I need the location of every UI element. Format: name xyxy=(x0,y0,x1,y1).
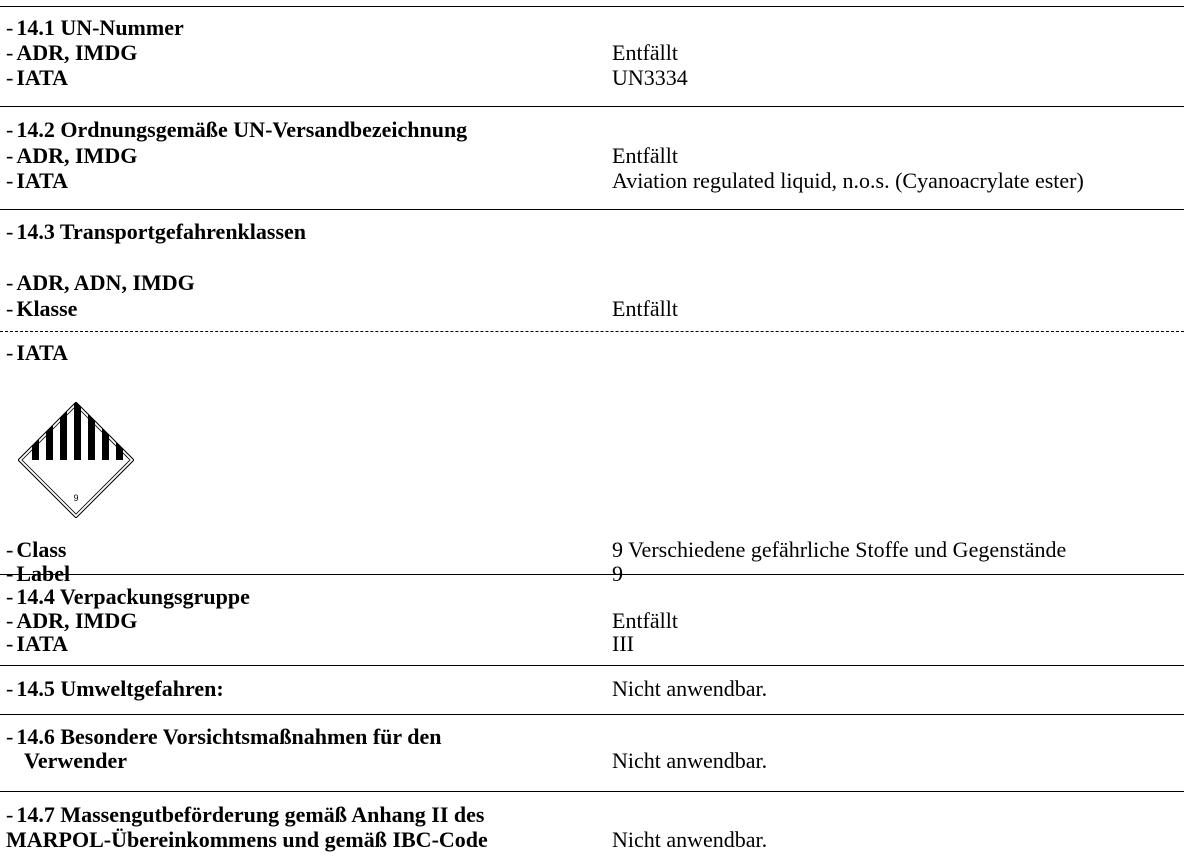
section-title: - 14.4 Verpackungsgruppe xyxy=(6,584,250,609)
row-value: Entfällt xyxy=(612,40,678,65)
section-14-2-heading xyxy=(0,118,1184,142)
section-14-4-row-adr-imdg xyxy=(0,609,1184,633)
section-14-6-heading xyxy=(0,725,1184,749)
row-label: - ADR, IMDG xyxy=(6,143,138,168)
section-title: - 14.1 UN-Nummer xyxy=(6,15,184,40)
row-label: - IATA xyxy=(6,65,69,90)
row-value: 9 xyxy=(612,561,623,586)
section-title-continuation: MARPOL-Übereinkommens und gemäß IBC-Code xyxy=(6,827,488,852)
row-value: III xyxy=(612,631,634,656)
dashed-divider xyxy=(0,331,1184,332)
pictogram-number: 9 xyxy=(73,493,79,503)
class-row xyxy=(0,538,1184,562)
section-14-5-row xyxy=(0,677,1184,701)
section-14-7-heading xyxy=(0,803,1184,827)
row-value: UN3334 xyxy=(612,65,688,90)
row-label: - ADR, IMDG xyxy=(6,40,138,65)
section-title-continuation: Verwender xyxy=(24,748,128,773)
klasse-row xyxy=(0,297,1184,321)
section-14-3-heading xyxy=(0,220,1184,244)
section-title: - 14.6 Besondere Vorsichtsmaßnahmen für den xyxy=(6,724,442,749)
section-title: - 14.2 Ordnungsgemäße UN-Versandbezeichnung xyxy=(6,117,468,142)
section-14-4-heading xyxy=(0,585,1184,609)
adr-adn-imdg-heading xyxy=(0,271,1184,295)
class-9-hazard-pictogram-icon xyxy=(18,402,134,518)
row-value: Nicht anwendbar. xyxy=(612,748,768,773)
row-value: Aviation regulated liquid, n.o.s. (Cyanoacrylate ester) xyxy=(612,168,1084,193)
row-value: 9 Verschiedene gefährliche Stoffe und Gegenstände xyxy=(612,537,1067,562)
section-title: - 14.7 Massengutbeförderung gemäß Anhang II des xyxy=(6,802,485,827)
section-14-6-row xyxy=(0,749,1184,773)
row-label: - IATA xyxy=(6,340,69,365)
row-label: - ADR, ADN, IMDG xyxy=(6,270,195,295)
section-divider xyxy=(0,791,1184,792)
row-value: Entfällt xyxy=(612,608,678,633)
row-label: - IATA xyxy=(6,631,69,656)
section-divider xyxy=(0,665,1184,666)
row-label: - ADR, IMDG xyxy=(6,608,138,633)
section-14-4-row-iata xyxy=(0,632,1184,656)
row-label: - Klasse xyxy=(6,296,78,321)
row-label: - Class xyxy=(6,537,67,562)
section-14-7-row xyxy=(0,828,1184,852)
section-14-1-row-adr-imdg xyxy=(0,41,1184,65)
row-value: Nicht anwendbar. xyxy=(612,676,768,701)
section-divider xyxy=(0,106,1184,107)
section-divider xyxy=(0,6,1184,7)
section-divider xyxy=(0,714,1184,715)
section-divider xyxy=(0,574,1184,575)
section-title: - 14.5 Umweltgefahren: xyxy=(6,676,224,701)
row-value: Nicht anwendbar. xyxy=(612,827,768,852)
section-14-1-heading xyxy=(0,16,1184,40)
row-label: - IATA xyxy=(6,168,69,193)
section-14-1-row-iata xyxy=(0,66,1184,90)
iata-heading xyxy=(0,341,1184,365)
row-value: Entfällt xyxy=(612,296,678,321)
section-14-2-row-iata xyxy=(0,169,1184,193)
section-title: - 14.3 Transportgefahrenklassen xyxy=(6,219,307,244)
row-value: Entfällt xyxy=(612,143,678,168)
section-divider xyxy=(0,209,1184,210)
row-label: - Label xyxy=(6,561,71,586)
section-14-2-row-adr-imdg xyxy=(0,144,1184,168)
